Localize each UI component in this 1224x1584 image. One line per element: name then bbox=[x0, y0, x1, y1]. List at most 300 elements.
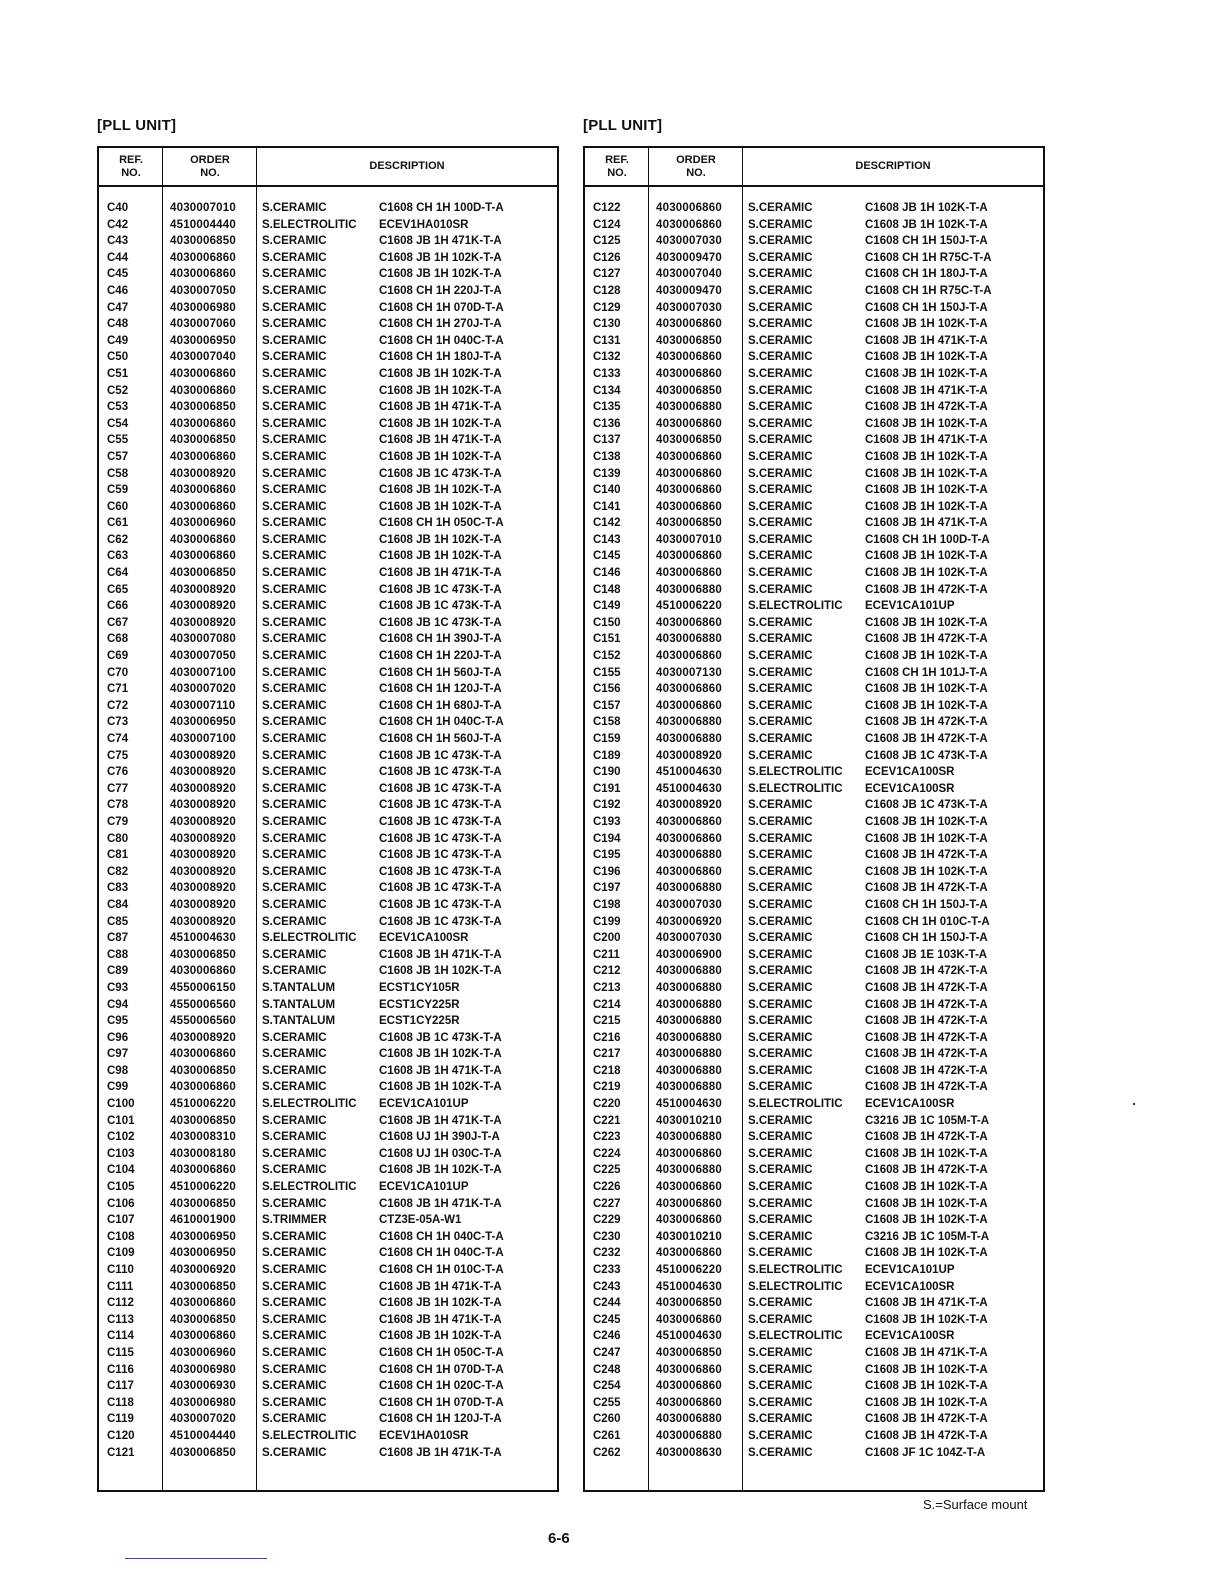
part-type-cell: S.CERAMIC bbox=[748, 1031, 813, 1044]
ref-no-cell: C100 bbox=[107, 1098, 135, 1111]
order-no-cell: 4030006880 bbox=[656, 716, 722, 729]
table-row bbox=[99, 914, 557, 931]
order-no-cell: 4030006850 bbox=[656, 384, 722, 397]
table-row bbox=[585, 997, 1043, 1014]
part-type-cell: S.CERAMIC bbox=[748, 1346, 813, 1359]
part-type-cell: S.CERAMIC bbox=[262, 1147, 327, 1160]
part-spec-cell: C1608 CH 1H 220J-T-A bbox=[379, 284, 502, 297]
ref-no-cell: C107 bbox=[107, 1214, 135, 1227]
table-row bbox=[585, 383, 1043, 400]
ref-no-cell: C122 bbox=[593, 202, 621, 214]
table-row bbox=[99, 1096, 557, 1113]
order-no-cell: 4030007010 bbox=[170, 202, 236, 214]
ref-no-cell: C215 bbox=[593, 1015, 621, 1028]
part-type-cell: S.CERAMIC bbox=[748, 235, 813, 248]
table-row bbox=[585, 1096, 1043, 1113]
ref-no-cell: C116 bbox=[107, 1363, 134, 1376]
part-type-cell: S.TANTALUM bbox=[262, 998, 336, 1011]
part-type-cell: S.CERAMIC bbox=[262, 417, 327, 430]
ref-no-cell: C148 bbox=[593, 583, 621, 596]
ref-no-cell: C108 bbox=[107, 1230, 135, 1243]
part-spec-cell: C1608 CH 1H 050C-T-A bbox=[379, 517, 504, 530]
part-spec-cell: C1608 JB 1C 473K-T-A bbox=[379, 832, 502, 845]
order-no-cell: 4510004630 bbox=[656, 1098, 722, 1111]
part-type-cell: S.CERAMIC bbox=[748, 1313, 813, 1326]
part-type-cell: S.ELECTROLITIC bbox=[748, 766, 843, 779]
ref-no-cell: C197 bbox=[593, 882, 621, 895]
order-no-cell: 4030006980 bbox=[170, 1396, 236, 1409]
order-no-cell: 4030008920 bbox=[170, 616, 236, 629]
table-row bbox=[99, 532, 557, 549]
table-header bbox=[99, 148, 557, 187]
part-spec-cell: ECEV1CA100SR bbox=[865, 1330, 955, 1343]
ref-no-cell: C96 bbox=[107, 1031, 129, 1044]
table-row bbox=[99, 250, 557, 267]
part-spec-cell: C1608 CH 1H 040C-T-A bbox=[379, 1247, 504, 1260]
part-spec-cell: C1608 JB 1H 471K-T-A bbox=[379, 1446, 502, 1459]
ref-no-cell: C223 bbox=[593, 1131, 621, 1144]
header-order-line1: ORDER bbox=[190, 153, 230, 166]
ref-no-cell: C133 bbox=[593, 367, 621, 380]
part-spec-cell: C1608 CH 1H 101J-T-A bbox=[865, 666, 988, 679]
part-type-cell: S.CERAMIC bbox=[262, 235, 327, 248]
part-spec-cell: C1608 JB 1H 472K-T-A bbox=[865, 849, 988, 862]
table-row bbox=[585, 532, 1043, 549]
order-no-cell: 4030006860 bbox=[656, 467, 722, 480]
table-row bbox=[99, 416, 557, 433]
order-no-cell: 4030006880 bbox=[656, 583, 722, 596]
table-row bbox=[585, 615, 1043, 632]
part-type-cell: S.CERAMIC bbox=[262, 965, 327, 978]
order-no-cell: 4550006150 bbox=[170, 981, 236, 994]
table-row bbox=[585, 648, 1043, 665]
part-type-cell: S.CERAMIC bbox=[262, 450, 327, 463]
table-row bbox=[585, 748, 1043, 765]
part-type-cell: S.CERAMIC bbox=[748, 865, 813, 878]
ref-no-cell: C115 bbox=[107, 1346, 134, 1359]
order-no-cell: 4030006880 bbox=[656, 981, 722, 994]
part-type-cell: S.ELECTROLITIC bbox=[748, 782, 843, 795]
table-row bbox=[99, 598, 557, 615]
part-spec-cell: C1608 UJ 1H 390J-T-A bbox=[379, 1131, 500, 1144]
ref-no-cell: C200 bbox=[593, 932, 621, 945]
table-row bbox=[99, 1146, 557, 1163]
header-ref-line2: NO. bbox=[121, 166, 141, 179]
part-spec-cell: C1608 JB 1C 473K-T-A bbox=[379, 815, 502, 828]
order-no-cell: 4030006880 bbox=[656, 1413, 722, 1426]
order-no-cell: 4030006850 bbox=[656, 1297, 722, 1310]
table-row bbox=[99, 466, 557, 483]
order-no-cell: 4030007110 bbox=[170, 699, 236, 712]
order-no-cell: 4030006850 bbox=[170, 948, 236, 961]
part-spec-cell: CTZ3E-05A-W1 bbox=[379, 1214, 462, 1227]
part-spec-cell: C1608 CH 1H 150J-T-A bbox=[865, 301, 988, 314]
header-description bbox=[743, 148, 1043, 185]
part-type-cell: S.CERAMIC bbox=[748, 484, 813, 497]
order-no-cell: 4030006860 bbox=[656, 683, 722, 696]
table-row bbox=[585, 1279, 1043, 1296]
part-spec-cell: C1608 JB 1H 102K-T-A bbox=[865, 500, 988, 513]
part-type-cell: S.CERAMIC bbox=[748, 218, 813, 231]
table-row bbox=[585, 681, 1043, 698]
ref-no-cell: C216 bbox=[593, 1031, 621, 1044]
ref-no-cell: C61 bbox=[107, 517, 129, 530]
part-spec-cell: C1608 JB 1H 471K-T-A bbox=[379, 1064, 502, 1077]
part-type-cell: S.CERAMIC bbox=[262, 882, 327, 895]
page-number: 6-6 bbox=[548, 1530, 570, 1547]
order-no-cell: 4030009470 bbox=[656, 284, 722, 297]
surface-mount-footnote: S.=Surface mount bbox=[923, 1497, 1028, 1512]
part-type-cell: S.ELECTROLITIC bbox=[262, 1098, 357, 1111]
ref-no-cell: C59 bbox=[107, 484, 129, 497]
table-row bbox=[99, 1378, 557, 1395]
order-no-cell: 4030006850 bbox=[170, 1280, 236, 1293]
order-no-cell: 4030006860 bbox=[656, 699, 722, 712]
ref-no-cell: C134 bbox=[593, 384, 621, 397]
ref-no-cell: C136 bbox=[593, 417, 621, 430]
ref-no-cell: C45 bbox=[107, 268, 129, 281]
table-row bbox=[99, 880, 557, 897]
order-no-cell: 4030008920 bbox=[170, 583, 236, 596]
order-no-cell: 4030008920 bbox=[170, 600, 236, 613]
table-row bbox=[99, 1063, 557, 1080]
part-type-cell: S.CERAMIC bbox=[748, 550, 813, 563]
part-type-cell: S.CERAMIC bbox=[262, 865, 327, 878]
part-type-cell: S.CERAMIC bbox=[262, 1346, 327, 1359]
order-no-cell: 4030008920 bbox=[170, 849, 236, 862]
part-spec-cell: C1608 CH 1H 100D-T-A bbox=[865, 533, 990, 546]
part-type-cell: S.CERAMIC bbox=[262, 832, 327, 845]
part-type-cell: S.CERAMIC bbox=[748, 1181, 813, 1194]
order-no-cell: 4030006850 bbox=[170, 1114, 236, 1127]
part-type-cell: S.CERAMIC bbox=[262, 650, 327, 663]
order-no-cell: 4030009470 bbox=[656, 251, 722, 264]
part-spec-cell: C1608 JB 1H 102K-T-A bbox=[379, 450, 502, 463]
part-spec-cell: C1608 JB 1C 473K-T-A bbox=[379, 766, 502, 779]
part-type-cell: S.CERAMIC bbox=[262, 517, 327, 530]
part-type-cell: S.CERAMIC bbox=[748, 1164, 813, 1177]
part-spec-cell: C1608 CH 1H 020C-T-A bbox=[379, 1380, 504, 1393]
part-type-cell: S.CERAMIC bbox=[262, 467, 327, 480]
part-spec-cell: C1608 JB 1H 102K-T-A bbox=[865, 815, 988, 828]
table-row bbox=[99, 1162, 557, 1179]
part-type-cell: S.CERAMIC bbox=[262, 318, 327, 331]
table-row bbox=[99, 665, 557, 682]
order-no-cell: 4550006560 bbox=[170, 998, 236, 1011]
ref-no-cell: C103 bbox=[107, 1147, 135, 1160]
order-no-cell: 4030006850 bbox=[170, 235, 236, 248]
order-no-cell: 4030006860 bbox=[170, 965, 236, 978]
ref-no-cell: C229 bbox=[593, 1214, 621, 1227]
order-no-cell: 4030006880 bbox=[656, 1429, 722, 1442]
part-type-cell: S.CERAMIC bbox=[262, 1048, 327, 1061]
part-spec-cell: C1608 JB 1H 471K-T-A bbox=[379, 1313, 502, 1326]
part-type-cell: S.CERAMIC bbox=[748, 1380, 813, 1393]
ref-no-cell: C98 bbox=[107, 1064, 129, 1077]
order-no-cell: 4030008920 bbox=[656, 799, 722, 812]
ref-no-cell: C44 bbox=[107, 251, 129, 264]
part-spec-cell: C1608 JB 1H 102K-T-A bbox=[379, 1330, 502, 1343]
table-row bbox=[99, 1079, 557, 1096]
ref-no-cell: C199 bbox=[593, 915, 621, 928]
part-spec-cell: C1608 JB 1H 102K-T-A bbox=[865, 1147, 988, 1160]
part-type-cell: S.CERAMIC bbox=[262, 1131, 327, 1144]
table-row bbox=[585, 797, 1043, 814]
ref-no-cell: C192 bbox=[593, 799, 621, 812]
part-type-cell: S.CERAMIC bbox=[748, 616, 813, 629]
ref-no-cell: C230 bbox=[593, 1230, 621, 1243]
table-row bbox=[99, 300, 557, 317]
order-no-cell: 4030006880 bbox=[656, 1031, 722, 1044]
ref-no-cell: C127 bbox=[593, 268, 621, 281]
order-no-cell: 4510004440 bbox=[170, 218, 236, 231]
order-no-cell: 4510004630 bbox=[656, 1280, 722, 1293]
part-spec-cell: C1608 JB 1H 102K-T-A bbox=[865, 683, 988, 696]
order-no-cell: 4030007040 bbox=[656, 268, 722, 281]
order-no-cell: 4030006880 bbox=[656, 882, 722, 895]
part-type-cell: S.CERAMIC bbox=[262, 384, 327, 397]
table-row bbox=[99, 681, 557, 698]
part-spec-cell: C1608 JB 1H 472K-T-A bbox=[865, 1015, 988, 1028]
part-spec-cell: C1608 JB 1H 471K-T-A bbox=[379, 401, 502, 414]
table-row bbox=[585, 266, 1043, 283]
ref-no-cell: C64 bbox=[107, 567, 129, 580]
part-spec-cell: C1608 JB 1C 473K-T-A bbox=[379, 467, 502, 480]
table-row bbox=[99, 714, 557, 731]
part-type-cell: S.CERAMIC bbox=[262, 583, 327, 596]
part-type-cell: S.CERAMIC bbox=[748, 1081, 813, 1094]
table-row bbox=[585, 300, 1043, 317]
table-row bbox=[585, 1428, 1043, 1445]
order-no-cell: 4030006860 bbox=[656, 1214, 722, 1227]
table-row bbox=[99, 781, 557, 798]
header-order-line2: NO. bbox=[686, 166, 706, 179]
order-no-cell: 4030007130 bbox=[656, 666, 722, 679]
part-spec-cell: C1608 JB 1H 102K-T-A bbox=[379, 500, 502, 513]
part-spec-cell: C1608 CH 1H 070D-T-A bbox=[379, 1363, 504, 1376]
part-spec-cell: C1608 JB 1H 102K-T-A bbox=[379, 965, 502, 978]
part-spec-cell: ECEV1CA101UP bbox=[379, 1098, 469, 1111]
ref-no-cell: C219 bbox=[593, 1081, 621, 1094]
table-row bbox=[585, 1411, 1043, 1428]
order-no-cell: 4030007100 bbox=[170, 733, 236, 745]
table-row bbox=[99, 217, 557, 234]
ref-no-cell: C73 bbox=[107, 716, 129, 729]
ref-no-cell: C212 bbox=[593, 965, 621, 978]
part-type-cell: S.CERAMIC bbox=[748, 301, 813, 314]
part-type-cell: S.CERAMIC bbox=[748, 898, 813, 911]
part-type-cell: S.CERAMIC bbox=[262, 849, 327, 862]
part-spec-cell: C1608 JB 1C 473K-T-A bbox=[379, 616, 502, 629]
order-no-cell: 4030006860 bbox=[656, 1247, 722, 1260]
section-title-right: [PLL UNIT] bbox=[583, 117, 663, 134]
order-no-cell: 4030006920 bbox=[170, 1264, 236, 1276]
part-type-cell: S.CERAMIC bbox=[748, 699, 813, 712]
order-no-cell: 4030006950 bbox=[170, 716, 236, 729]
part-spec-cell: C1608 JB 1H 472K-T-A bbox=[865, 1131, 988, 1144]
table-row bbox=[99, 997, 557, 1014]
part-spec-cell: C1608 JB 1H 102K-T-A bbox=[865, 484, 988, 497]
order-no-cell: 4030006860 bbox=[656, 500, 722, 513]
header-ref-line2: NO. bbox=[607, 166, 627, 179]
ref-no-cell: C214 bbox=[593, 998, 621, 1011]
ref-no-cell: C99 bbox=[107, 1081, 129, 1094]
order-no-cell: 4030008920 bbox=[656, 749, 722, 762]
order-no-cell: 4030006860 bbox=[656, 450, 722, 463]
order-no-cell: 4030006860 bbox=[170, 251, 236, 264]
ref-no-cell: C126 bbox=[593, 251, 621, 264]
part-type-cell: S.CERAMIC bbox=[262, 600, 327, 613]
part-type-cell: S.CERAMIC bbox=[262, 666, 327, 679]
order-no-cell: 4030006860 bbox=[656, 1147, 722, 1160]
ref-no-cell: C74 bbox=[107, 733, 129, 745]
ref-no-cell: C114 bbox=[107, 1330, 134, 1343]
order-no-cell: 4550006560 bbox=[170, 1015, 236, 1028]
order-no-cell: 4030007060 bbox=[170, 318, 236, 331]
table-body bbox=[99, 200, 557, 1461]
part-spec-cell: C1608 JB 1H 102K-T-A bbox=[865, 367, 988, 380]
part-spec-cell: C1608 JB 1H 102K-T-A bbox=[865, 467, 988, 480]
table-row bbox=[585, 714, 1043, 731]
part-type-cell: S.ELECTROLITIC bbox=[748, 1280, 843, 1293]
part-type-cell: S.ELECTROLITIC bbox=[262, 932, 357, 945]
order-no-cell: 4030006880 bbox=[656, 1164, 722, 1177]
part-spec-cell: C1608 CH 1H 180J-T-A bbox=[865, 268, 988, 281]
order-no-cell: 4030007050 bbox=[170, 284, 236, 297]
part-spec-cell: C1608 JB 1H 102K-T-A bbox=[379, 384, 502, 397]
part-spec-cell: C1608 JB 1C 473K-T-A bbox=[379, 915, 502, 928]
table-row bbox=[99, 831, 557, 848]
table-row bbox=[585, 1162, 1043, 1179]
ref-no-cell: C110 bbox=[107, 1264, 134, 1276]
ref-no-cell: C245 bbox=[593, 1313, 621, 1326]
part-type-cell: S.CERAMIC bbox=[262, 1330, 327, 1343]
table-row bbox=[585, 1196, 1043, 1213]
part-spec-cell: C1608 CH 1H 150J-T-A bbox=[865, 898, 988, 911]
order-no-cell: 4030006860 bbox=[656, 1197, 722, 1210]
part-spec-cell: C1608 JB 1H 471K-T-A bbox=[865, 1346, 988, 1359]
table-row bbox=[585, 1312, 1043, 1329]
ref-no-cell: C128 bbox=[593, 284, 621, 297]
table-row bbox=[99, 582, 557, 599]
part-spec-cell: ECEV1CA101UP bbox=[379, 1181, 469, 1194]
ref-no-cell: C51 bbox=[107, 367, 129, 380]
order-no-cell: 4030006860 bbox=[170, 550, 236, 563]
order-no-cell: 4030006850 bbox=[170, 401, 236, 414]
part-type-cell: S.CERAMIC bbox=[262, 1380, 327, 1393]
part-spec-cell: C1608 JB 1H 472K-T-A bbox=[865, 716, 988, 729]
order-no-cell: 4510006220 bbox=[170, 1098, 236, 1111]
order-no-cell: 4030008920 bbox=[170, 915, 236, 928]
ref-no-cell: C138 bbox=[593, 450, 621, 463]
part-type-cell: S.CERAMIC bbox=[262, 567, 327, 580]
ref-no-cell: C137 bbox=[593, 434, 621, 447]
ref-no-cell: C124 bbox=[593, 218, 621, 231]
order-no-cell: 4030006950 bbox=[170, 1230, 236, 1243]
table-row bbox=[585, 1013, 1043, 1030]
scan-speck bbox=[1133, 1103, 1135, 1105]
part-spec-cell: C1608 JB 1H 102K-T-A bbox=[865, 1197, 988, 1210]
order-no-cell: 4510006220 bbox=[656, 600, 722, 613]
part-spec-cell: C1608 JB 1H 102K-T-A bbox=[865, 616, 988, 629]
ref-no-cell: C87 bbox=[107, 932, 129, 945]
table-row bbox=[99, 515, 557, 532]
part-type-cell: S.CERAMIC bbox=[262, 1413, 327, 1426]
order-no-cell: 4030007020 bbox=[170, 683, 236, 696]
table-row bbox=[585, 482, 1043, 499]
table-row bbox=[99, 1129, 557, 1146]
table-row bbox=[585, 233, 1043, 250]
table-row bbox=[585, 283, 1043, 300]
table-row bbox=[585, 880, 1043, 897]
part-type-cell: S.CERAMIC bbox=[748, 251, 813, 264]
ref-no-cell: C93 bbox=[107, 981, 129, 994]
order-no-cell: 4030006850 bbox=[170, 1313, 236, 1326]
table-row bbox=[99, 200, 557, 217]
ref-no-cell: C60 bbox=[107, 500, 129, 513]
ref-no-cell: C112 bbox=[107, 1297, 134, 1310]
order-no-cell: 4030006850 bbox=[170, 1197, 236, 1210]
part-spec-cell: C1608 JB 1H 472K-T-A bbox=[865, 633, 988, 646]
part-type-cell: S.TANTALUM bbox=[262, 981, 336, 994]
order-no-cell: 4030006880 bbox=[656, 849, 722, 862]
order-no-cell: 4030008310 bbox=[170, 1131, 236, 1144]
table-row bbox=[99, 565, 557, 582]
part-spec-cell: C1608 JB 1H 471K-T-A bbox=[865, 517, 988, 530]
part-type-cell: S.CERAMIC bbox=[748, 716, 813, 729]
part-type-cell: S.CERAMIC bbox=[262, 1114, 327, 1127]
part-spec-cell: ECEV1CA100SR bbox=[865, 782, 955, 795]
table-row bbox=[585, 947, 1043, 964]
table-row bbox=[585, 665, 1043, 682]
order-no-cell: 4030006850 bbox=[656, 434, 722, 447]
part-type-cell: S.CERAMIC bbox=[262, 1064, 327, 1077]
ref-no-cell: C261 bbox=[593, 1429, 621, 1442]
ref-no-cell: C43 bbox=[107, 235, 129, 248]
parts-table-left bbox=[97, 146, 559, 1492]
table-row bbox=[99, 1030, 557, 1047]
part-type-cell: S.CERAMIC bbox=[262, 815, 327, 828]
table-row bbox=[99, 333, 557, 350]
table-row bbox=[585, 1113, 1043, 1130]
table-row bbox=[99, 1445, 557, 1462]
part-spec-cell: C1608 JB 1E 103K-T-A bbox=[865, 948, 988, 961]
ref-no-cell: C94 bbox=[107, 998, 129, 1011]
part-spec-cell: C1608 JB 1H 102K-T-A bbox=[379, 417, 502, 430]
table-row bbox=[99, 1312, 557, 1329]
ref-no-cell: C195 bbox=[593, 849, 621, 862]
ref-no-cell: C224 bbox=[593, 1147, 621, 1160]
table-row bbox=[99, 1196, 557, 1213]
ref-no-cell: C58 bbox=[107, 467, 129, 480]
table-row bbox=[585, 864, 1043, 881]
part-spec-cell: C1608 JB 1H 471K-T-A bbox=[865, 334, 988, 347]
table-row bbox=[99, 797, 557, 814]
table-row bbox=[585, 1179, 1043, 1196]
ref-no-cell: C159 bbox=[593, 733, 621, 745]
table-row bbox=[585, 847, 1043, 864]
part-spec-cell: C1608 CH 1H 560J-T-A bbox=[379, 733, 502, 745]
order-no-cell: 4510004630 bbox=[170, 932, 236, 945]
order-no-cell: 4030006860 bbox=[656, 318, 722, 331]
ref-no-cell: C158 bbox=[593, 716, 621, 729]
part-type-cell: S.CERAMIC bbox=[748, 1396, 813, 1409]
order-no-cell: 4030006860 bbox=[170, 484, 236, 497]
part-spec-cell: C1608 CH 1H 040C-T-A bbox=[379, 334, 504, 347]
table-row bbox=[585, 698, 1043, 715]
order-no-cell: 4030007080 bbox=[170, 633, 236, 646]
part-spec-cell: C1608 JB 1H 102K-T-A bbox=[865, 1396, 988, 1409]
